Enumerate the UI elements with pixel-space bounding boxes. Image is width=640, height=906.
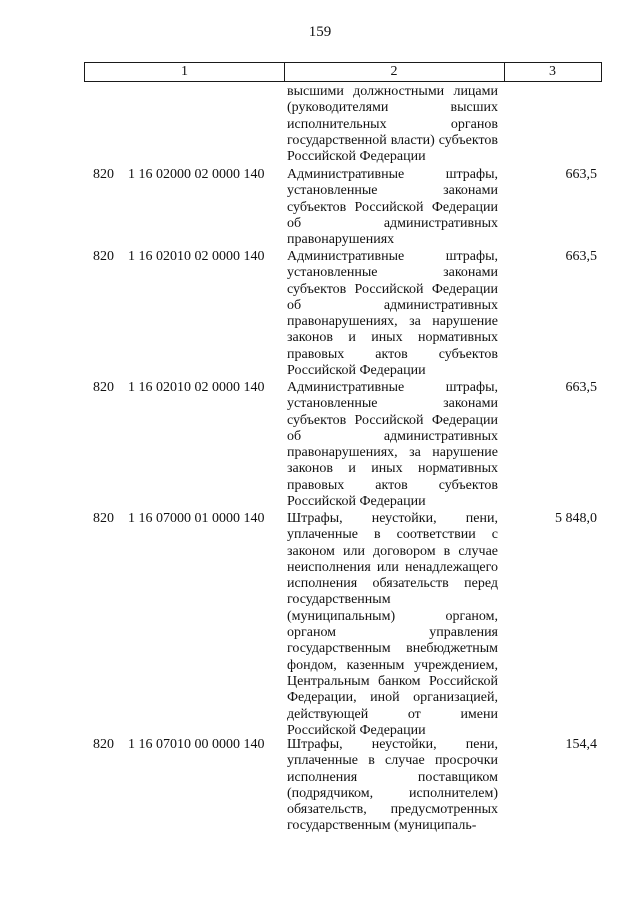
admin-code: 820 <box>93 249 114 264</box>
header-col-2: 2 <box>284 63 505 81</box>
continuation-text: высшими должностными лицами (руководителями высших исполнительных органов государственной власти) субъектов Российской Федерации <box>287 84 498 165</box>
revenue-name: Штрафы, неустойки, пени, уплаченные в соответствии с законом или договором в случае неисполнения или ненадлежащего исполнения обязательств перед государственным (муниципальным) органом, органом управления государственным внебюджетным фондом, казенным учреждением, Центральным банком Российской Федерации, иной организацией, действующей от имени Российской Федерации <box>287 511 498 738</box>
amount: 663,5 <box>565 380 597 395</box>
amount: 663,5 <box>565 249 597 264</box>
revenue-name: Административные штрафы, установленные законами субъектов Российской Федерации об административных правонарушениях, за нарушение законов и иных нормативных правовых актов субъектов Российской Федерации <box>287 380 498 510</box>
amount: 663,5 <box>565 167 597 182</box>
admin-code: 820 <box>93 511 114 526</box>
amount: 5 848,0 <box>555 511 597 526</box>
budget-classification-code: 1 16 07010 00 0000 140 <box>128 737 265 752</box>
admin-code: 820 <box>93 380 114 395</box>
header-col-3: 3 <box>549 64 556 79</box>
revenue-name: Административные штрафы, установленные законами субъектов Российской Федерации об административных правонарушениях <box>287 167 498 248</box>
page-number: 159 <box>308 24 332 40</box>
amount: 154,4 <box>565 737 597 752</box>
budget-classification-code: 1 16 02010 02 0000 140 <box>128 380 265 395</box>
header-col-1: 1 <box>85 63 285 81</box>
table-header <box>84 62 602 82</box>
budget-classification-code: 1 16 02000 02 0000 140 <box>128 167 265 182</box>
admin-code: 820 <box>93 737 114 752</box>
admin-code: 820 <box>93 167 114 182</box>
budget-classification-code: 1 16 02010 02 0000 140 <box>128 249 265 264</box>
revenue-name: Штрафы, неустойки, пени, уплаченные в случае просрочки исполнения поставщиком (подрядчиком, исполнителем) обязательств, предусмотренных государственным (муниципаль- <box>287 737 498 834</box>
budget-classification-code: 1 16 07000 01 0000 140 <box>128 511 265 526</box>
revenue-name: Административные штрафы, установленные законами субъектов Российской Федерации об административных правонарушениях, за нарушение законов и иных нормативных правовых актов субъектов Российской Федерации <box>287 249 498 379</box>
